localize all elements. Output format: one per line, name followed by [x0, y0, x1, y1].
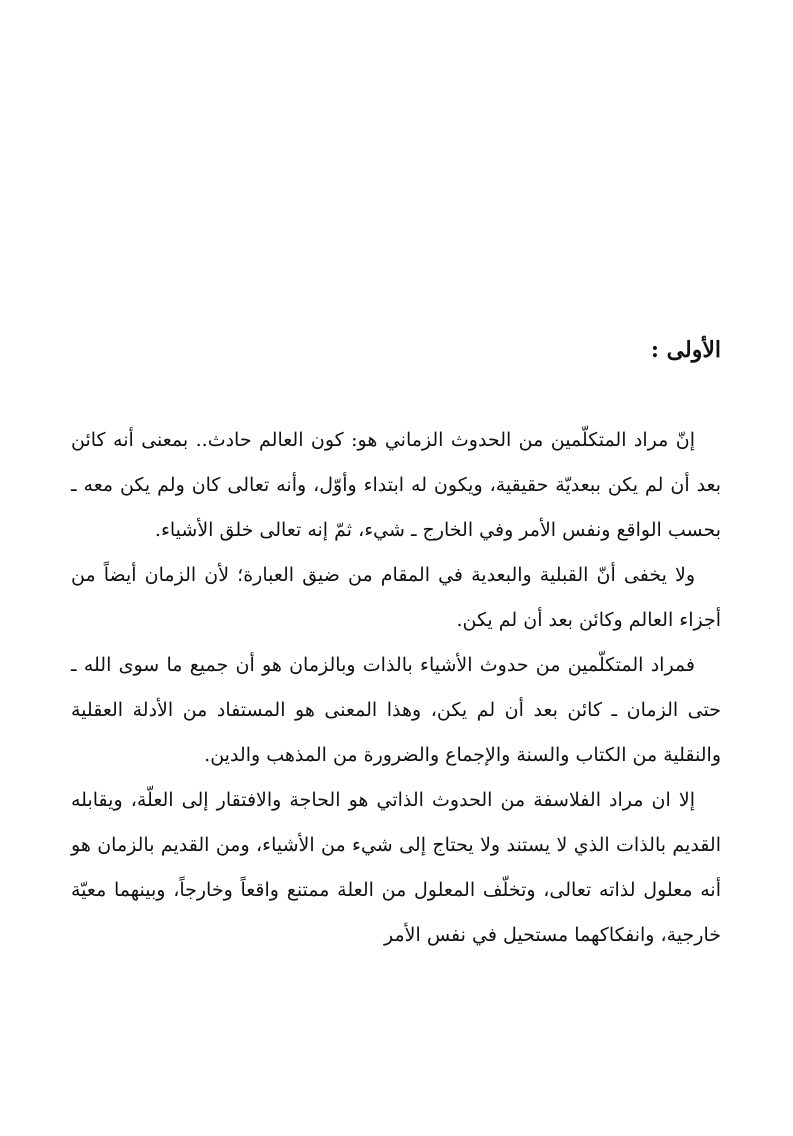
paragraph-3: فمراد المتكلّمين من حدوث الأشياء بالذات وبالزمان هو أن جميع ما سوى الله ـ حتى الزمان ـ كائن بعد أن لم يكن، وهذا المعنى هو المستفاد من الأدلة العقلية والنقلية من الكتاب والسنة والإجماع والضرورة من المذهب والدين. [71, 654, 721, 766]
paragraph-4: إلا ان مراد الفلاسفة من الحدوث الذاتي هو الحاجة والافتقار إلى العلّة، ويقابله القديم بالذات الذي لا يستند ولا يحتاج إلى شيء من الأشياء، ومن القديم بالزمان هو أنه معلول لذاته تعالى، وتخلّف المعلول من العلة ممتنع واقعاً وخارجاً، وبينهما معيّة خارجية، وانفكاكهما مستحيل في نفس الأمر [71, 789, 721, 946]
paragraph-1: إنّ مراد المتكلّمين من الحدوث الزماني هو: كون العالم حادث.. بمعنى أنه كائن بعد أن لم يكن ببعديّة حقيقية، ويكون له ابتداء وأوّل، وأنه تعالى كان ولم يكن معه ـ بحسب الواقع ونفس الأمر وفي الخارج ـ شيء، ثمّ إنه تعالى خلق الأشياء. [71, 429, 721, 541]
body-text [71, 418, 721, 958]
section-heading: الأولى : [650, 337, 721, 363]
paragraph-2: ولا يخفى أنّ القبلية والبعدية في المقام من ضيق العبارة؛ لأن الزمان أيضاً من أجزاء العالم وكائن بعد أن لم يكن. [71, 564, 721, 631]
